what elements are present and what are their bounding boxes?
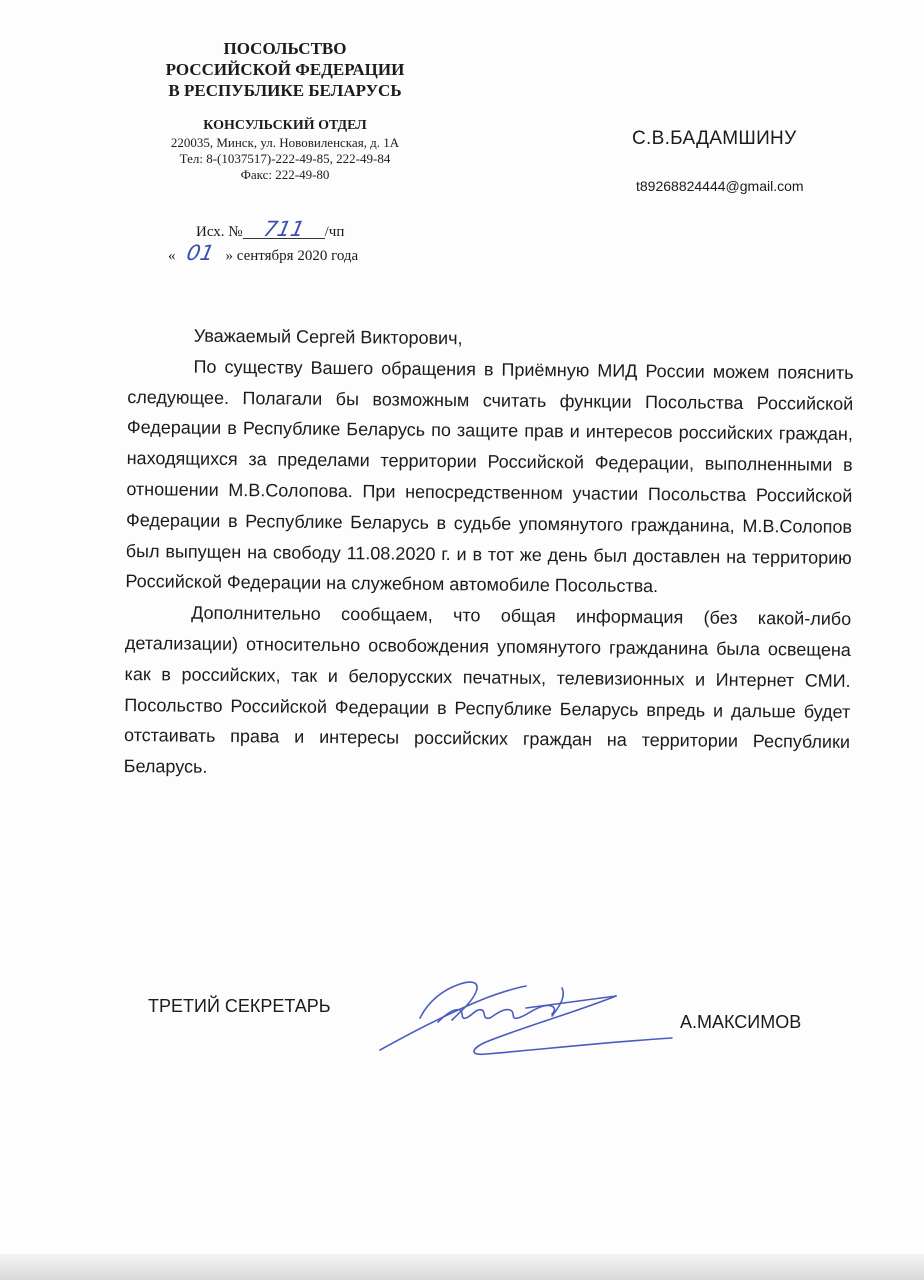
sender-block: [130, 38, 440, 183]
letter-body: [124, 320, 854, 789]
sender-fax: Факс: 222-49-80: [240, 167, 330, 182]
salutation: Уважаемый Сергей Викторович,: [193, 325, 463, 349]
embassy-name-line-2: РОССИЙСКОЙ ФЕДЕРАЦИИ: [165, 60, 405, 79]
signatory-title: ТРЕТИЙ СЕКРЕТАРЬ: [148, 996, 331, 1016]
outgoing-date-row: [168, 241, 359, 265]
date-day-field: [176, 241, 226, 265]
signatory-name: А.МАКСИМОВ: [680, 1012, 802, 1032]
page-bottom-edge: [0, 1254, 924, 1280]
outgoing-number-row: [196, 217, 345, 241]
embassy-name-line-1: ПОСОЛЬСТВО: [223, 39, 347, 58]
handwritten-signature: [376, 972, 676, 1062]
department-name: КОНСУЛЬСКИЙ ОТДЕЛ: [203, 118, 367, 133]
embassy-name-line-3: В РЕСПУБЛИКЕ БЕЛАРУСЬ: [168, 81, 402, 100]
recipient-email: t89268824444@gmail.com: [636, 178, 804, 194]
outgoing-number-handwritten: 711: [261, 217, 307, 241]
sender-phone: Тел: 8-(1037517)-222-49-85, 222-49-84: [179, 151, 391, 166]
outgoing-number-label: Исх. №: [196, 224, 243, 240]
outgoing-number-field: [243, 217, 325, 241]
outgoing-number-suffix: /чп: [324, 224, 345, 240]
paragraph-2: Дополнительно сообщаем, что общая информация (без какой-либо детализации) относительно освобождения упомянутого гражданина была освещена как в российских, так и белорусских печатных, телевизионных и Интернет СМИ. Посольство Российской Федерации в Республике Беларусь впредь и дальше будет отстаивать права и интересы российских граждан на территории Республики Беларусь.: [123, 602, 852, 777]
date-day-handwritten: 01: [184, 241, 217, 265]
paragraph-1: По существу Вашего обращения в Приёмную МИД России можем пояснить следующее. Полагали бы возможным считать функции Посольства Российской Федерации в Республике Беларусь по защите прав и интересов российских граждан, находящихся за пределами территории Российской Федерации, выполненными в отношении М.В.Солопова. При непосредственном участии Посольства Российской Федерации в Республике Беларусь в судьбе упомянутого гражданина, М.В.Солопов был выпущен на свободу 11.08.2020 г. и в тот же день был доставлен на территорию Российской Федерации на служебном автомобиле Посольства.: [125, 356, 854, 597]
date-month-year: » сентября 2020 года: [225, 248, 359, 264]
sender-address: 220035, Минск, ул. Нововиленская, д. 1А: [170, 135, 400, 150]
date-open-quote: «: [168, 248, 176, 264]
recipient-name: С.В.БАДАМШИНУ: [632, 128, 797, 149]
